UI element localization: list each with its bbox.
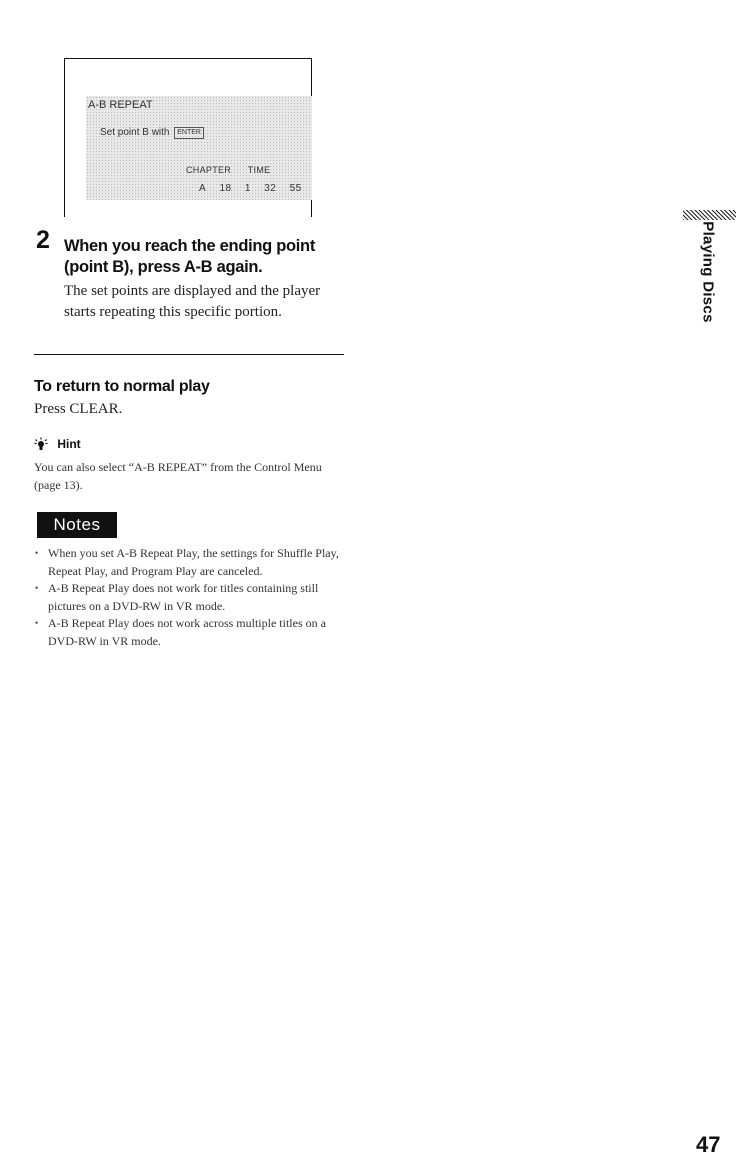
osd-value-seconds: 55 bbox=[289, 183, 302, 194]
page-number: 47 bbox=[696, 1132, 721, 1157]
notes-badge: Notes bbox=[37, 512, 117, 538]
osd-instruction bbox=[100, 127, 204, 139]
hint-heading-row bbox=[34, 437, 81, 451]
step-heading: When you reach the ending point (point B), press A-B again. bbox=[64, 237, 316, 276]
osd-values bbox=[199, 183, 312, 194]
note-item: • When you set A-B Repeat Play, the settings for Shuffle Play, Repeat Play, and Program Play are canceled. bbox=[34, 545, 344, 580]
enter-key-icon: ENTER bbox=[174, 127, 204, 139]
osd-title: A-B REPEAT bbox=[88, 99, 153, 111]
return-heading: To return to normal play bbox=[34, 378, 210, 395]
note-item: • A-B Repeat Play does not work across multiple titles on a DVD-RW in VR mode. bbox=[34, 615, 344, 650]
hint-heading: Hint bbox=[57, 437, 81, 451]
osd-value-marker: A bbox=[199, 183, 207, 194]
section-divider bbox=[34, 354, 344, 355]
osd-display bbox=[86, 96, 312, 200]
osd-value-hours: 1 bbox=[244, 183, 251, 194]
osd-column-headers bbox=[186, 165, 284, 175]
step-number: 2 bbox=[36, 226, 50, 254]
osd-header-time: TIME bbox=[247, 165, 271, 175]
osd-value-minutes: 32 bbox=[264, 183, 277, 194]
step-body: The set points are displayed and the player starts repeating this specific portion. bbox=[64, 283, 321, 320]
osd-header-chapter: CHAPTER bbox=[186, 165, 232, 175]
osd-instruction-text: Set point B with bbox=[100, 127, 170, 138]
return-text: Press CLEAR. bbox=[34, 401, 123, 417]
side-tab-label: Playing Discs bbox=[699, 221, 717, 323]
osd-value-chapter: 18 bbox=[219, 183, 232, 194]
lightbulb-icon bbox=[34, 437, 48, 451]
note-item: • A-B Repeat Play does not work for titles containing still pictures on a DVD-RW in VR mode. bbox=[34, 580, 344, 615]
hint-text: You can also select “A-B REPEAT” from the Control Menu (page 13). bbox=[34, 460, 322, 492]
side-tab-bar bbox=[683, 210, 736, 220]
notes-list bbox=[34, 545, 344, 650]
